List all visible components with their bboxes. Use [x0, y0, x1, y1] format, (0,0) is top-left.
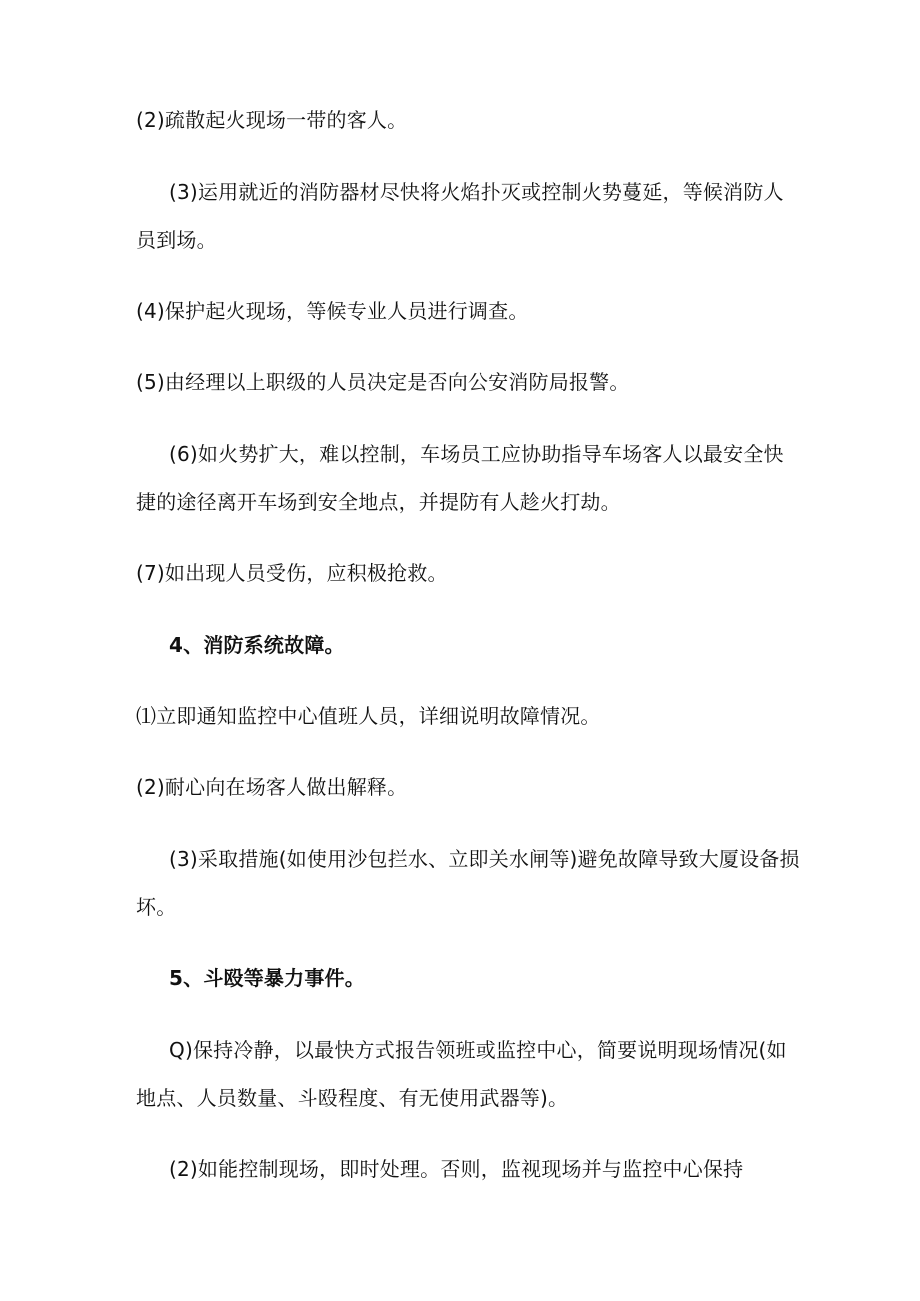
paragraph-report-police: (5)由经理以上职级的人员决定是否向公安消防局报警。	[136, 370, 630, 394]
paragraph-take-measures-line-1: (3)采取措施(如使用沙包拦水、立即关水闸等)避免故障导致大厦设备损	[169, 847, 800, 871]
paragraph-take-measures-line-2: 坏。	[136, 895, 177, 919]
paragraph-protect-scene: (4)保护起火现场，等候专业人员进行调查。	[136, 299, 529, 323]
section-heading-fire-system-failure: 4、消防系统故障。	[169, 633, 345, 657]
paragraph-stay-calm-line-2: 地点、人员数量、斗殴程度、有无使用武器等)。	[136, 1086, 569, 1110]
paragraph-control-scene: (2)如能控制现场，即时处理。否则，监视现场并与监控中心保持	[169, 1157, 744, 1181]
paragraph-explain-guests: (2)耐心向在场客人做出解释。	[136, 775, 408, 799]
paragraph-notify-monitoring: ⑴立即通知监控中心值班人员，详细说明故障情况。	[136, 704, 601, 728]
section-heading-violent-incident: 5、斗殴等暴力事件。	[169, 966, 365, 990]
paragraph-rescue-injured: (7)如出现人员受伤，应积极抢救。	[136, 561, 448, 585]
paragraph-extinguish-fire-line-2: 员到场。	[136, 228, 217, 252]
paragraph-evacuate-guests: (2)疏散起火现场一带的客人。	[136, 108, 408, 132]
paragraph-assist-evacuation-line-2: 捷的途径离开车场到安全地点，并提防有人趁火打劫。	[136, 490, 621, 514]
paragraph-extinguish-fire-line-1: (3)运用就近的消防器材尽快将火焰扑灭或控制火势蔓延，等候消防人	[169, 180, 784, 204]
paragraph-assist-evacuation-line-1: (6)如火势扩大，难以控制，车场员工应协助指导车场客人以最安全快	[169, 442, 784, 466]
paragraph-stay-calm-line-1: Q)保持冷静，以最快方式报告领班或监控中心，简要说明现场情况(如	[169, 1038, 787, 1062]
